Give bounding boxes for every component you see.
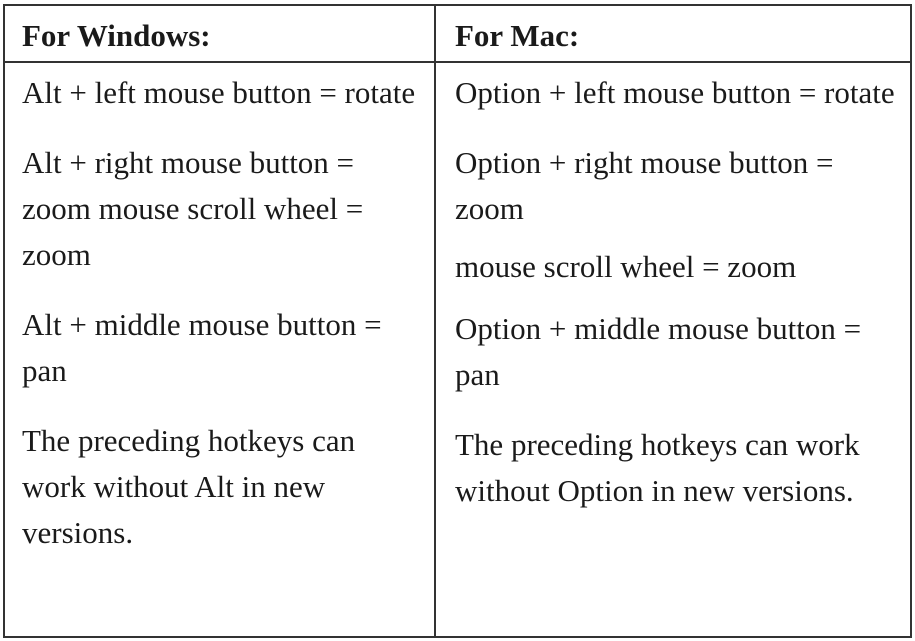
windows-entry-rotate: Alt + left mouse button = rotate [22, 75, 416, 110]
windows-column [22, 70, 422, 580]
windows-entry-pan: Alt + middle mouse button = pan [22, 307, 382, 388]
mac-entry-rotate: Option + left mouse button = rotate [455, 75, 895, 110]
header-divider [5, 61, 910, 63]
column-divider [434, 6, 436, 636]
windows-entry-note: The preceding hotkeys can work without Alt in new versions. [22, 423, 356, 550]
windows-entry-zoom: Alt + right mouse button = zoom mouse scroll wheel = zoom [22, 145, 364, 272]
header-windows: For Windows: [22, 18, 211, 53]
mac-entry-note: The preceding hotkeys can work without Option in new versions. [455, 427, 860, 508]
header-mac: For Mac: [455, 18, 580, 53]
hotkeys-table [3, 4, 912, 638]
mac-entry-zoom: Option + right mouse button = zoom [455, 145, 834, 226]
mac-entry-scroll-zoom: mouse scroll wheel = zoom [455, 249, 797, 284]
mac-entry-pan: Option + middle mouse button = pan [455, 311, 862, 392]
mac-column [455, 70, 900, 538]
